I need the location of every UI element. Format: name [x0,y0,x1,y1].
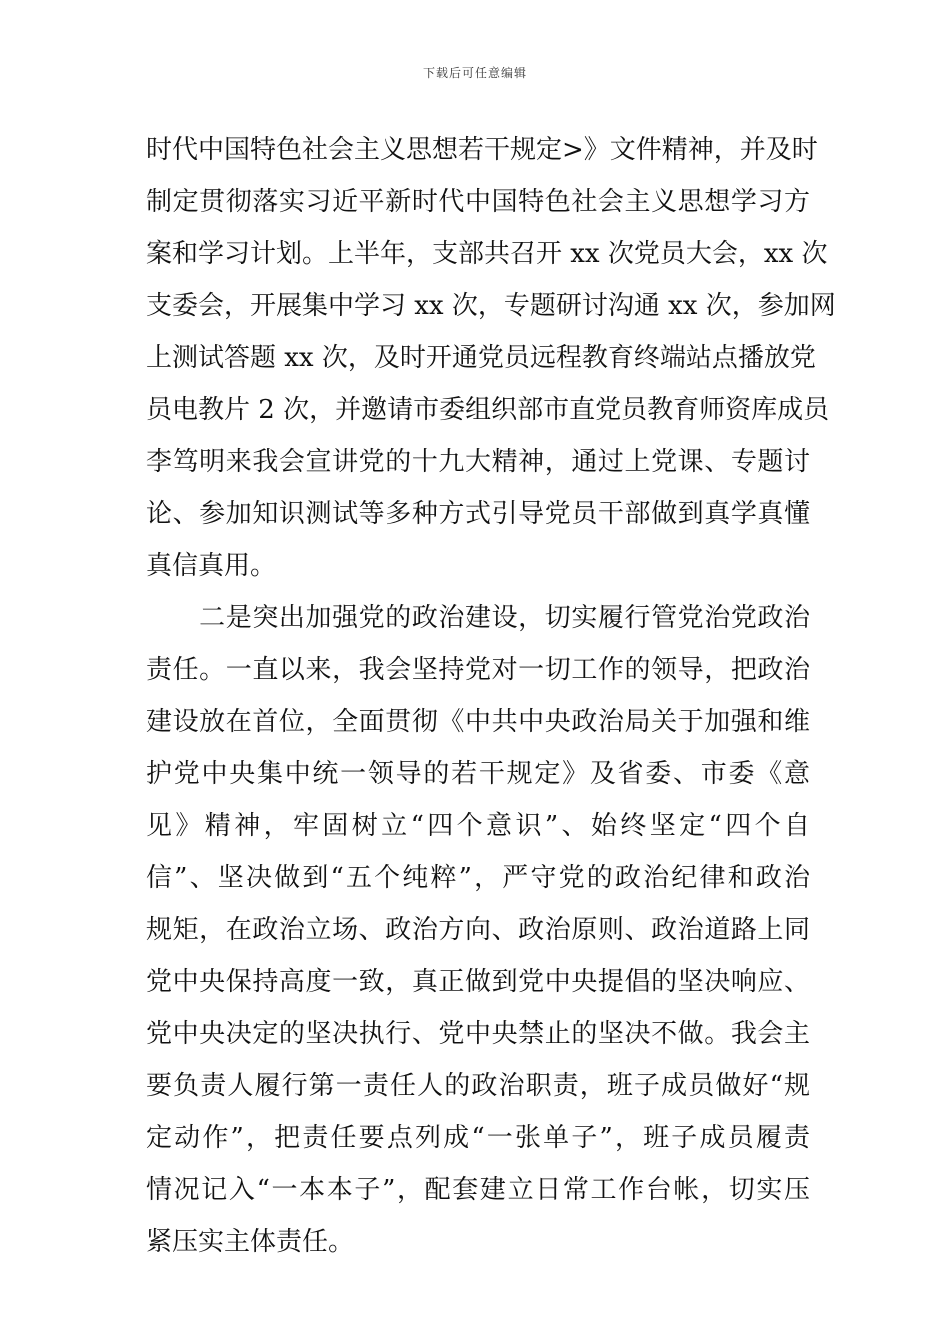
paragraph-1 [146,124,836,592]
text-line: 紧压实主体责任。 [146,1227,355,1257]
text-line: 定动作”，把责任要点列成“一张单子”，班子成员履责 [146,1123,810,1153]
text-line: 见》精神，牢固树立“四个意识”、始终坚定“四个自 [146,811,810,841]
page-header-note: 下载后可任意编辑 [422,66,527,80]
text-line: 上测试答题 xx 次，及时开通党员远程教育终端站点播放党 [146,343,816,373]
text-line: 护党中央集中统一领导的若干规定》及省委、市委《意 [146,759,810,789]
text-line: 责任。一直以来，我会坚持党对一切工作的领导，把政治 [146,655,810,685]
text-line: 员电教片 2 次，并邀请市委组织部市直党员教育师资库成员 [146,395,830,425]
text-line: 情况记入“一本本子”，配套建立日常工作台帐，切实压 [146,1175,810,1205]
text-line: 党中央保持高度一致，真正做到党中央提倡的坚决响应、 [146,967,810,997]
text-line: 信”、坚决做到“五个纯粹”，严守党的政治纪律和政治 [146,863,810,893]
document-body [146,124,836,1268]
text-line: 制定贯彻落实习近平新时代中国特色社会主义思想学习方 [146,187,810,217]
text-line: 二是突出加强党的政治建设，切实履行管党治党政治 [146,603,810,633]
text-line: 规矩，在政治立场、政治方向、政治原则、政治道路上同 [146,915,810,945]
text-line: 建设放在首位，全面贯彻《中共中央政治局关于加强和维 [146,707,810,737]
text-line: 李笃明来我会宣讲党的十九大精神，通过上党课、专题讨 [146,447,810,477]
text-line: 论、参加知识测试等多种方式引导党员干部做到真学真懂 [146,499,810,529]
text-line: 案和学习计划。上半年，支部共召开 xx 次党员大会，xx 次 [146,239,828,269]
paragraph-2 [146,592,810,1268]
text-line: 要负责人履行第一责任人的政治职责，班子成员做好“规 [146,1071,810,1101]
text-line: 党中央决定的坚决执行、党中央禁止的坚决不做。我会主 [146,1019,810,1049]
text-line: 支委会，开展集中学习 xx 次，专题研讨沟通 xx 次，参加网 [146,291,836,321]
text-line: 真信真用。 [146,551,277,581]
text-line: 时代中国特色社会主义思想若干规定>》文件精神，并及时 [146,135,818,165]
